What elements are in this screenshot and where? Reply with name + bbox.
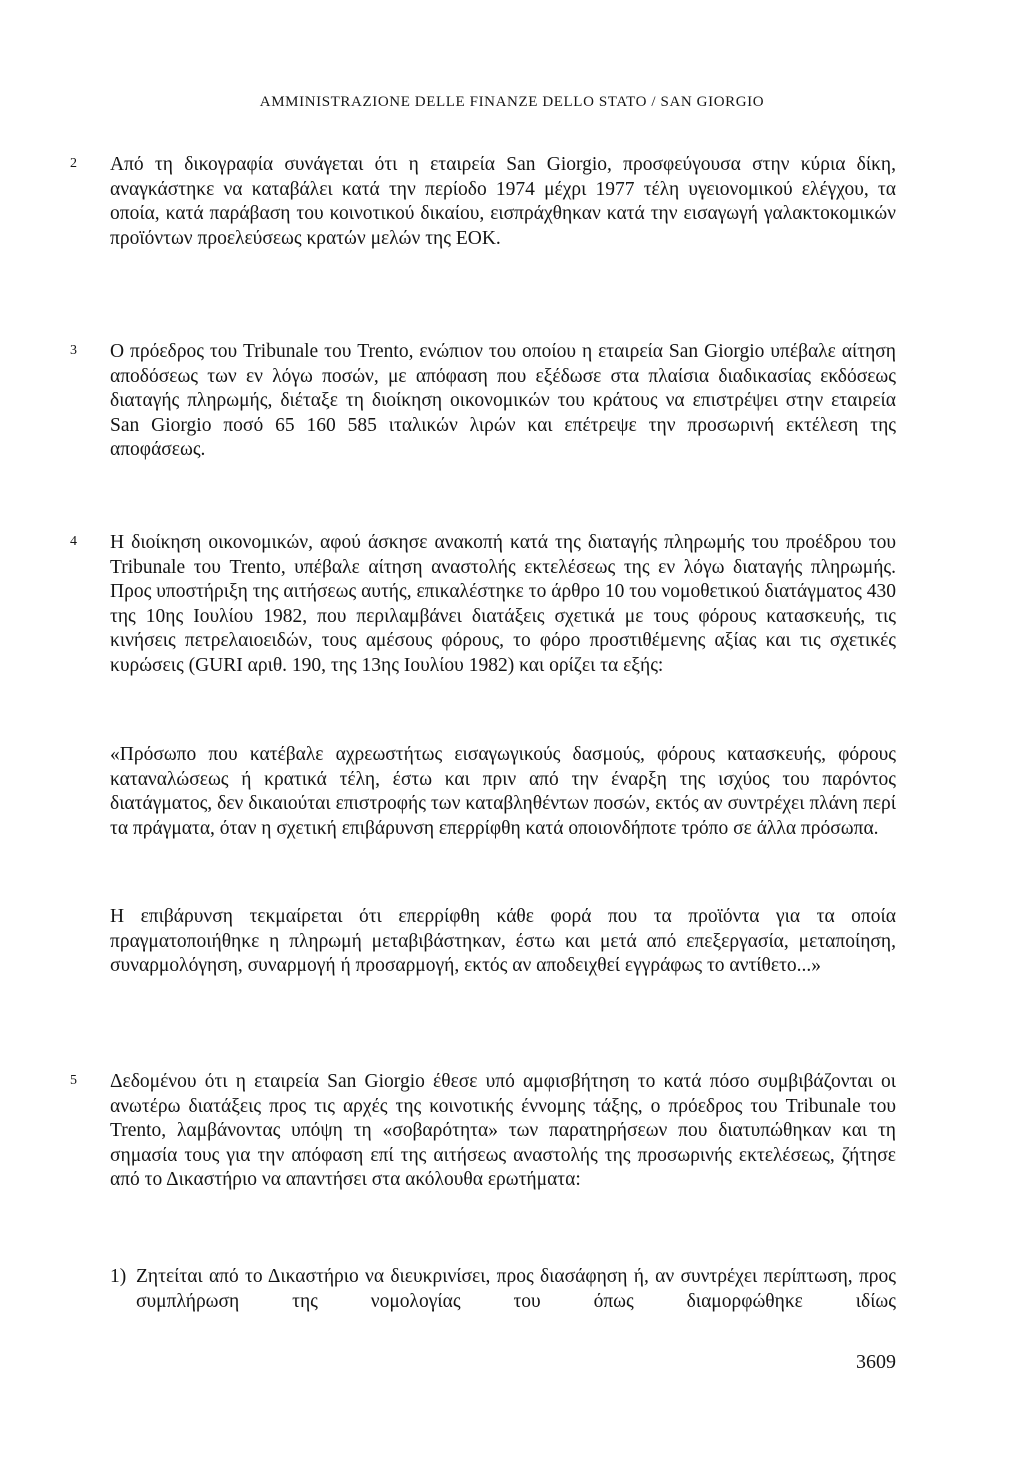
paragraph-number: 4	[70, 534, 77, 549]
quoted-text: Η επιβάρυνση τεκμαίρεται ότι επερρίφθη κάθε φορά που τα προϊόντα για τα οποία πραγματοποιήθηκε η πληρωμή μεταβιβάστηκαν, έστω και μετά από επεξεργασία, μεταποίηση, συναρμολόγηση, συναρμογή ή προσαρμογή, εκτός αν αποδειχθεί εγγράφως το αντίθετο...»	[110, 906, 896, 977]
paragraph-3	[70, 340, 896, 463]
paragraph-2	[70, 153, 896, 251]
paragraph-number: 2	[70, 156, 77, 171]
running-header: AMMINISTRAZIONE DELLE FINANZE DELLO STATO / SAN GIORGIO	[259, 94, 765, 110]
question-item-1	[110, 1265, 896, 1314]
quoted-text: «Πρόσωπο που κατέβαλε αχρεωστήτως εισαγωγικούς δασμούς, φόρους κατασκευής, φόρους καταναλώσεως ή κρατικά τέλη, έστω και πριν από την έναρξη της ισχύος του παρόντος διατάγματος, δεν δικαιούται επιστροφής των καταβληθέντων ποσών, εκτός αν συντρέχει πλάνη περί τα πράγματα, όταν η σχετική επιβάρυνση επερρίφθη κατά οποιονδήποτε τρόπο σε άλλα πρόσωπα.	[110, 744, 896, 839]
paragraph-text: Από τη δικογραφία συνάγεται ότι η εταιρεία San Giorgio, προσφεύγουσα στην κύρια δίκη, αναγκάστηκε να καταβάλει κατά την περίοδο 1974 μέχρι 1977 τέλη υγειονομικού ελέγχου, τα οποία, κατά παράβαση του κοινοτικού δικαίου, εισπράχθηκαν κατά την εισαγωγή γαλακτοκομικών προϊόντων προελεύσεως κρατών μελών της ΕΟΚ.	[110, 154, 896, 249]
paragraph-text: Δεδομένου ότι η εταιρεία San Giorgio έθεσε υπό αμφισβήτηση το κατά πόσο συμβιβάζονται οι ανωτέρω διατάξεις προς τις αρχές της κοινοτικής έννομης τάξης, ο πρόεδρος του Tribunale του Trento, λαμβάνοντας υπόψη τη «σοβαρότητα» των παρατηρήσεων που διατυπώθηκαν και τη σημασία τους για την απόφαση επί της αιτήσεως αναστολής της προσωρινής εκτελέσεως, ζήτησε από το Δικαστήριο να απαντήσει στα ακόλουθα ερωτήματα:	[110, 1071, 896, 1191]
paragraph-number: 3	[70, 343, 77, 358]
paragraph-text: Η διοίκηση οικονομικών, αφού άσκησε ανακοπή κατά της διαταγής πληρωμής του προέδρου του Tribunale του Trento, υπέβαλε αίτηση αναστολής εκτελέσεως της εν λόγω διαταγής πληρωμής. Προς υποστήριξη της αιτήσεως αυτής, επικαλέστηκε το άρθρο 10 του νομοθετικού διατάγματος 430 της 10ης Ιουλίου 1982, που περιλαμβάνει διατάξεις σχετικά με τους φόρους κατασκευής, τις κινήσεις πετρελαιοειδών, τους αμέσους φόρους, το φόρο προστιθέμενης αξίας και τις σχετικές κυρώσεις (GURI αριθ. 190, της 13ης Ιουλίου 1982) και ορίζει τα εξής:	[110, 532, 896, 676]
quoted-paragraph-2	[110, 905, 896, 979]
question-label: 1)	[110, 1266, 127, 1287]
quoted-paragraph-1	[110, 743, 896, 841]
paragraph-4	[70, 531, 896, 679]
paragraph-text: Ο πρόεδρος του Tribunale του Trento, ενώπιον του οποίου η εταιρεία San Giorgio υπέβαλε αίτηση αποδόσεως των εν λόγω ποσών, με απόφαση που εξέδωσε στα πλαίσια διαδικασίας εκδόσεως διαταγής πληρωμής, διέταξε τη διοίκηση οικονομικών του κράτους να επιστρέψει στην εταιρεία San Giorgio ποσό 65 160 585 ιταλικών λιρών και επέτρεψε την προσωρινή εκτέλεση της αποφάσεως.	[110, 341, 896, 461]
paragraph-number: 5	[70, 1073, 77, 1088]
paragraph-5	[70, 1070, 896, 1193]
page-number: 3609	[856, 1351, 896, 1373]
question-text: Ζητείται από το Δικαστήριο να διευκρινίσει, προς διασάφηση ή, αν συντρέχει περίπτωση, προς συμπλήρωση της νομολογίας του όπως διαμορφώθηκε ιδίως	[136, 1266, 896, 1312]
